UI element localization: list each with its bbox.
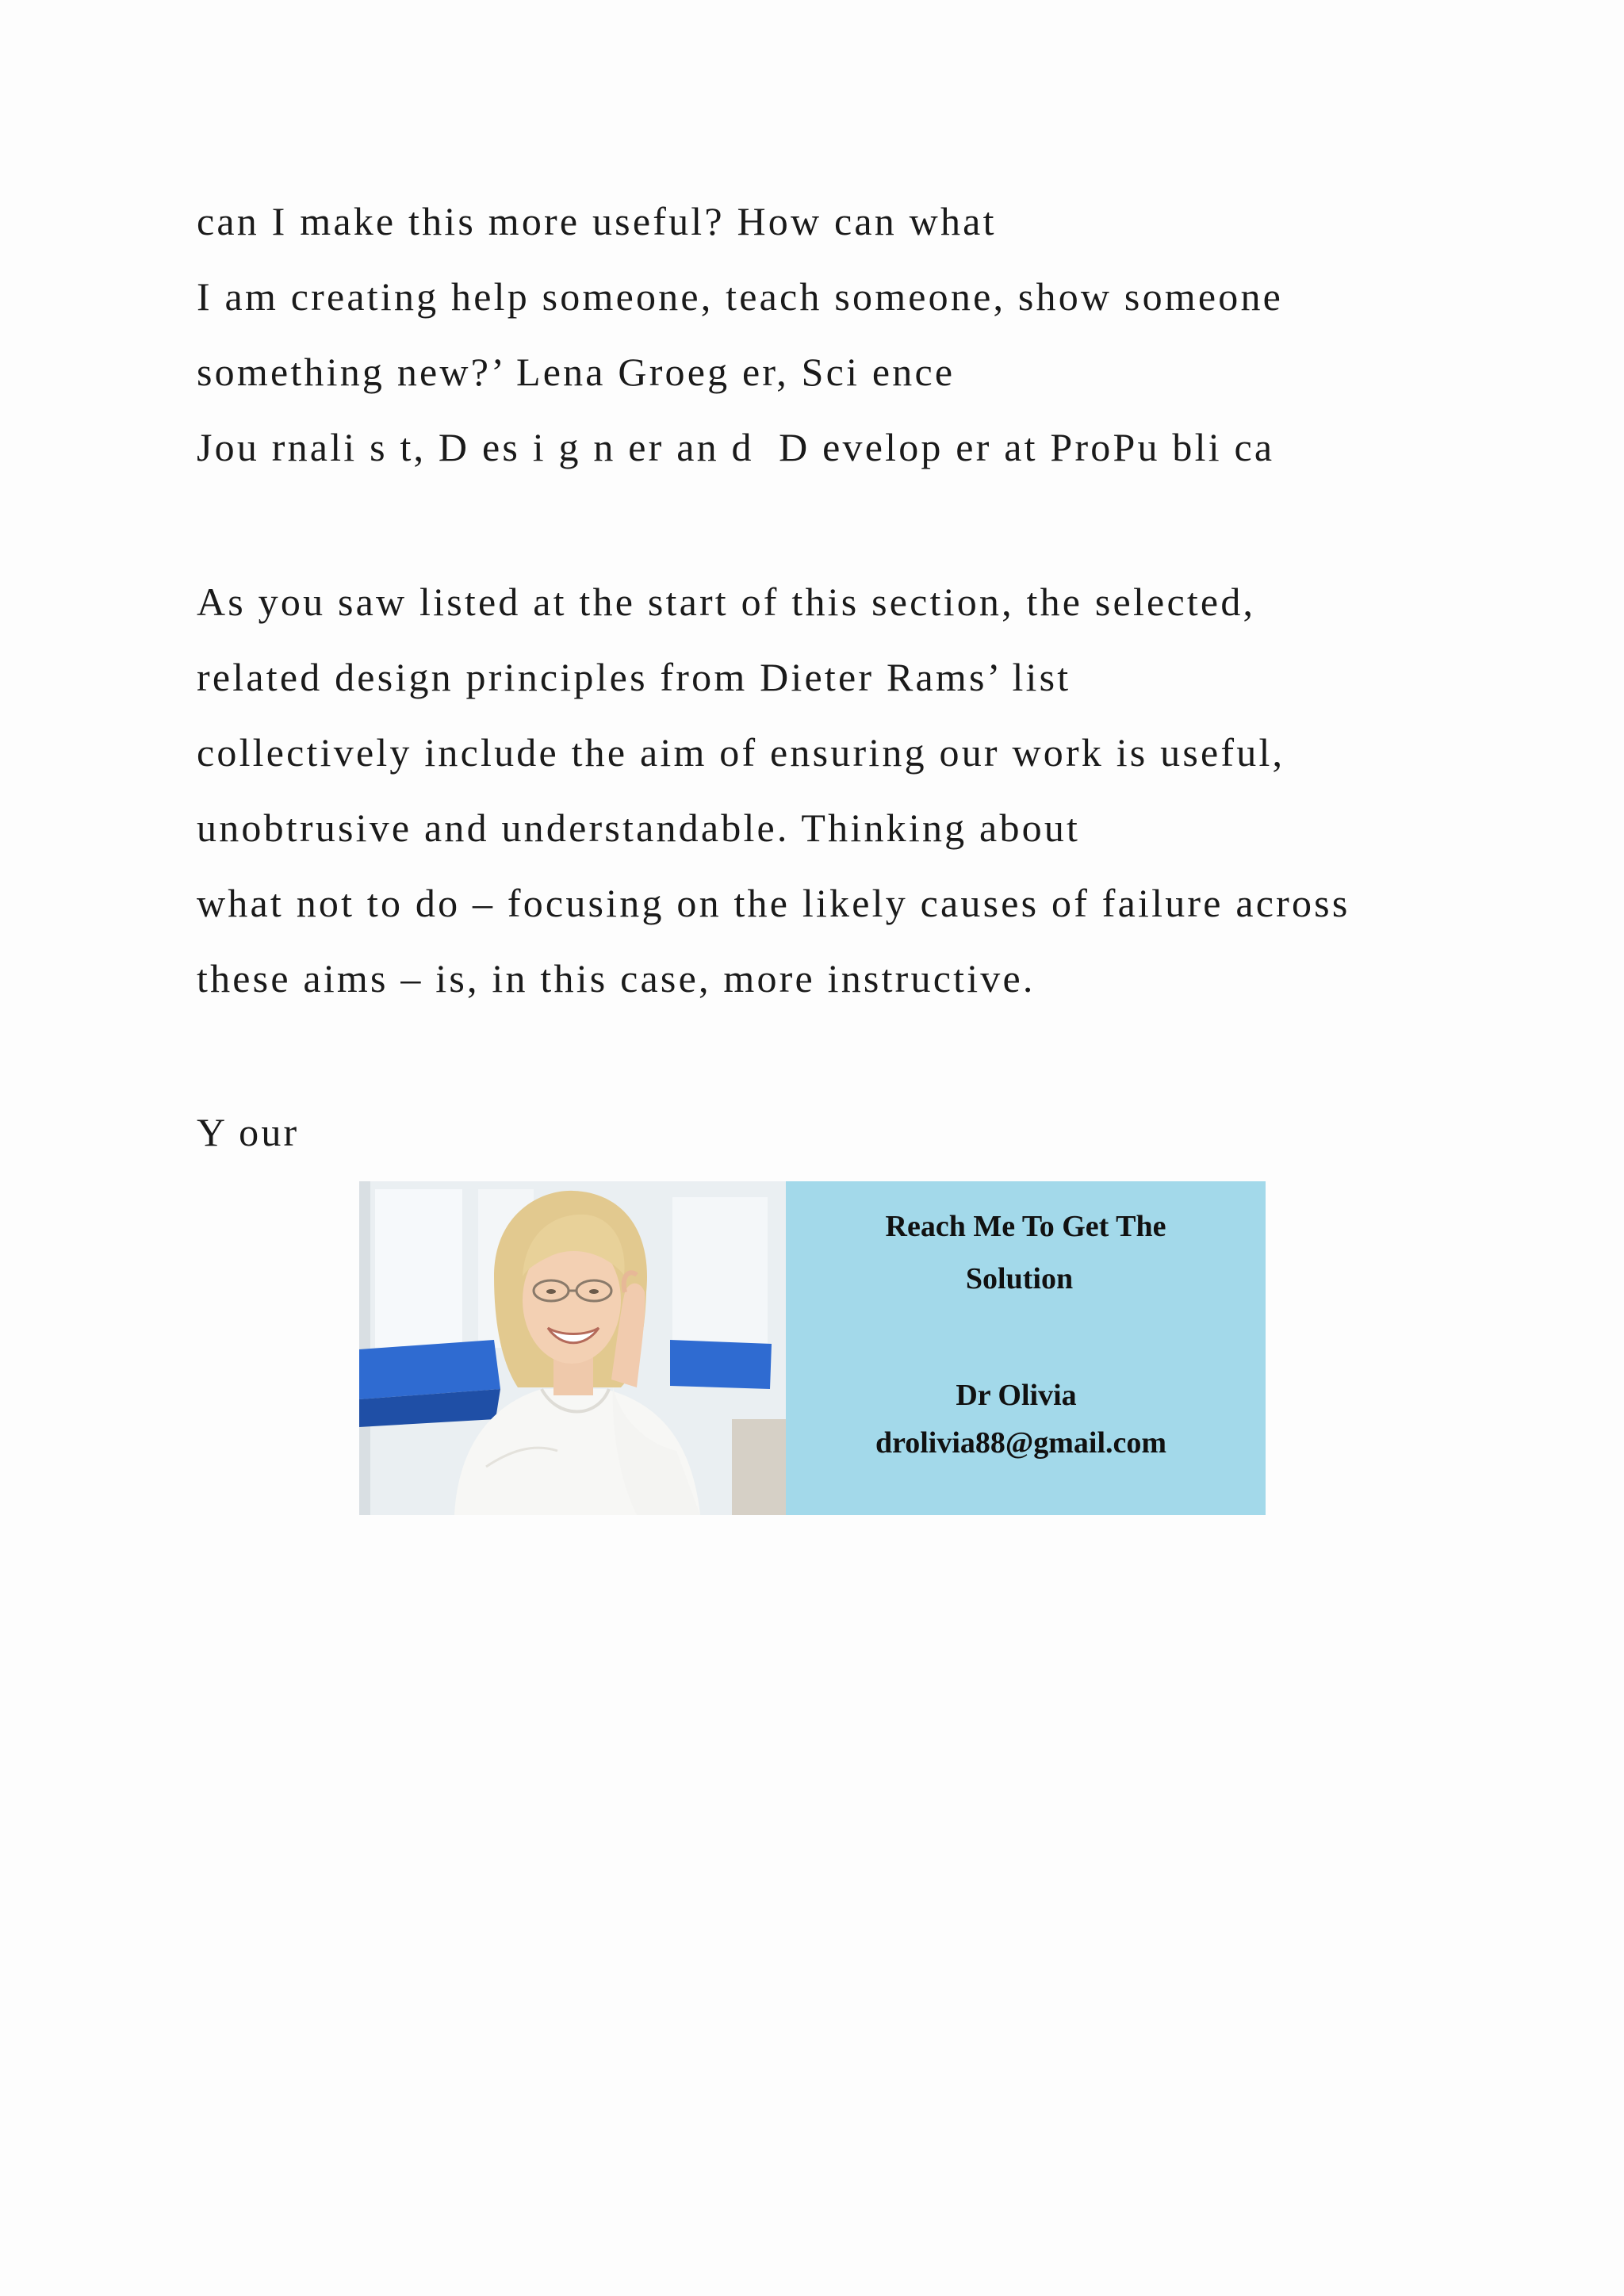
contact-heading: Reach Me To Get The — [885, 1210, 1166, 1243]
contact-info-panel — [786, 1181, 1266, 1515]
text-line: collectively include the aim of ensuring our work is useful, — [197, 730, 1285, 775]
text-line: these aims – is, in this case, more instructive. — [197, 956, 1036, 1001]
contact-heading-continued: Solution — [965, 1262, 1074, 1295]
contact-banner — [359, 1181, 1266, 1515]
text-line: related design principles from Dieter Rams’ list — [197, 655, 1071, 699]
text-line: something new?’ Lena Groeg er, Sci ence — [197, 350, 956, 394]
paragraph-principles — [197, 564, 1465, 1016]
text-line: I am creating help someone, teach someone, show someone — [197, 274, 1284, 319]
text-line: Y our — [197, 1110, 300, 1154]
contact-email: drolivia88@gmail.com — [875, 1426, 1167, 1460]
woman-photo — [359, 1181, 786, 1515]
text-line: unobtrusive and understandable. Thinking about — [197, 806, 1081, 850]
text-line: can I make this more useful? How can what — [197, 199, 997, 243]
text-line: Jou rnali s t, D es i g n er an d D evelop er at ProPu bli ca — [197, 425, 1275, 469]
text-line: As you saw listed at the start of this section, the selected, — [197, 580, 1256, 624]
woman-portrait-illustration — [359, 1181, 786, 1515]
contact-name: Dr Olivia — [956, 1379, 1077, 1412]
paragraph-truncated — [197, 1095, 1465, 1170]
text-line: what not to do – focusing on the likely causes of failure across — [197, 881, 1350, 925]
paragraph-quote — [197, 184, 1465, 485]
